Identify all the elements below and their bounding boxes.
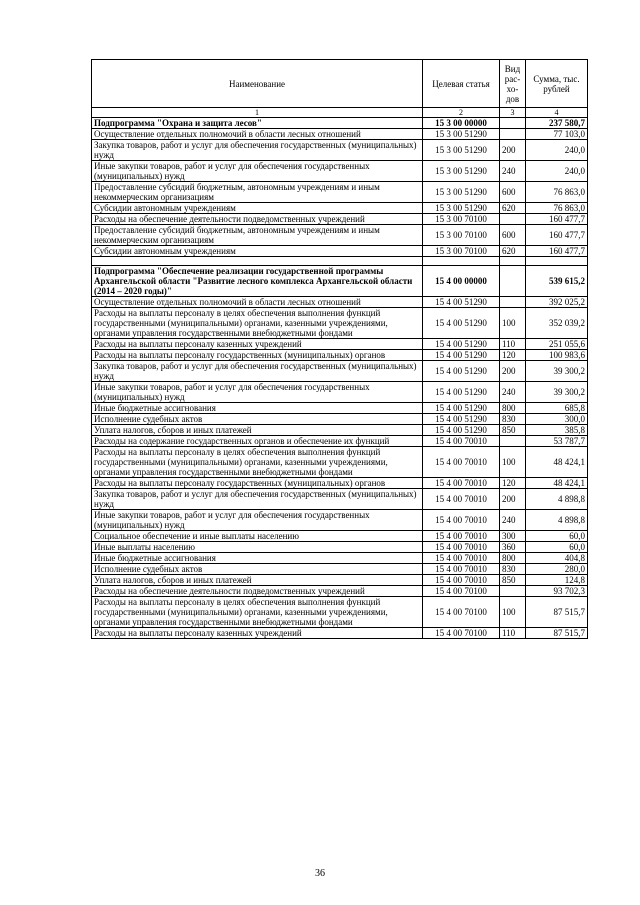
table-row — [92, 350, 588, 361]
cell-target-code: 15 4 00 70010 — [423, 478, 500, 489]
table-row — [92, 214, 588, 225]
cell-expense-type: 800 — [500, 553, 526, 564]
table-row — [92, 414, 588, 425]
table-row — [92, 182, 588, 203]
cell-amount: 160 477,7 — [526, 225, 588, 246]
page-number: 36 — [315, 868, 325, 879]
cell-expense-type: 850 — [500, 575, 526, 586]
cell-expense-type: 800 — [500, 403, 526, 414]
cell-name: Расходы на выплаты персоналу казенных учреждений — [92, 339, 423, 350]
cell-name: Расходы на выплаты персоналу в целях обеспечения выполнения функций государственными (муниципальными) органами, казенными учреждениями, органами управления государственными внебюджетными фондами — [92, 308, 423, 339]
cell-expense-type: 620 — [500, 203, 526, 214]
cell-expense-type: 120 — [500, 478, 526, 489]
column-number: 2 — [423, 108, 500, 118]
cell-expense-type: 110 — [500, 339, 526, 350]
cell-amount: 251 055,6 — [526, 339, 588, 350]
table-row — [92, 140, 588, 161]
cell-expense-type — [500, 436, 526, 447]
cell-target-code: 15 3 00 70100 — [423, 225, 500, 246]
cell-name: Иные закупки товаров, работ и услуг для обеспечения государственных (муниципальных) нужд — [92, 161, 423, 182]
cell-amount: 352 039,2 — [526, 308, 588, 339]
cell-target-code: 15 4 00 51290 — [423, 339, 500, 350]
cell-amount: 4 898,8 — [526, 489, 588, 510]
cell-name: Исполнение судебных актов — [92, 414, 423, 425]
cell-amount: 685,8 — [526, 403, 588, 414]
cell-amount: 237 580,7 — [526, 118, 588, 129]
cell-name: Иные бюджетные ассигнования — [92, 403, 423, 414]
cell-expense-type: 850 — [500, 425, 526, 436]
cell-expense-type: 100 — [500, 308, 526, 339]
cell-target-code: 15 4 00 51290 — [423, 350, 500, 361]
column-number-row — [92, 108, 588, 118]
cell-name: Закупка товаров, работ и услуг для обеспечения государственных (муниципальных) нужд — [92, 140, 423, 161]
table-row — [92, 118, 588, 129]
table-row — [92, 489, 588, 510]
cell-target-code: 15 4 00 70010 — [423, 553, 500, 564]
cell-expense-type: 200 — [500, 361, 526, 382]
cell-expense-type: 240 — [500, 161, 526, 182]
table-row — [92, 246, 588, 257]
cell-target-code: 15 4 00 51290 — [423, 425, 500, 436]
table-row — [92, 403, 588, 414]
cell-amount: 392 025,2 — [526, 297, 588, 308]
column-number: 3 — [500, 108, 526, 118]
cell-target-code: 15 4 00 70010 — [423, 542, 500, 553]
table-row — [92, 628, 588, 639]
cell-expense-type — [500, 297, 526, 308]
cell-expense-type: 200 — [500, 489, 526, 510]
table-row — [92, 203, 588, 214]
cell-amount: 76 863,0 — [526, 203, 588, 214]
cell-name: Предоставление субсидий бюджетным, автономным учреждениям и иным некоммерческим организациям — [92, 182, 423, 203]
cell-amount: 124,8 — [526, 575, 588, 586]
table-row — [92, 447, 588, 478]
cell-name: Субсидии автономным учреждениям — [92, 203, 423, 214]
cell-name: Осуществление отдельных полномочий в области лесных отношений — [92, 297, 423, 308]
cell-target-code: 15 4 00 70010 — [423, 489, 500, 510]
cell-amount: 4 898,8 — [526, 510, 588, 531]
table-row — [92, 510, 588, 531]
cell-target-code: 15 4 00 51290 — [423, 361, 500, 382]
spacer-row — [92, 257, 588, 266]
cell-name: Иные выплаты населению — [92, 542, 423, 553]
cell-amount: 48 424,1 — [526, 447, 588, 478]
cell-name: Расходы на обеспечение деятельности подведомственных учреждений — [92, 586, 423, 597]
cell-target-code: 15 3 00 51290 — [423, 140, 500, 161]
cell-expense-type: 600 — [500, 182, 526, 203]
cell-target-code: 15 4 00 51290 — [423, 308, 500, 339]
cell-amount: 48 424,1 — [526, 478, 588, 489]
cell-expense-type — [500, 266, 526, 297]
cell-name: Подпрограмма "Охрана и защита лесов" — [92, 118, 423, 129]
cell-expense-type: 620 — [500, 246, 526, 257]
cell-name: Расходы на выплаты персоналу казенных учреждений — [92, 628, 423, 639]
table-row — [92, 161, 588, 182]
header-name: Наименование — [92, 60, 423, 108]
cell-name: Закупка товаров, работ и услуг для обеспечения государственных (муниципальных) нужд — [92, 489, 423, 510]
table-row — [92, 436, 588, 447]
cell-name: Расходы на содержание государственных органов и обеспечение их функций — [92, 436, 423, 447]
table-row — [92, 564, 588, 575]
table-row — [92, 225, 588, 246]
cell-name: Уплата налогов, сборов и иных платежей — [92, 425, 423, 436]
cell-target-code: 15 4 00 70010 — [423, 447, 500, 478]
cell-expense-type: 100 — [500, 447, 526, 478]
cell-amount: 60,0 — [526, 531, 588, 542]
table-row — [92, 339, 588, 350]
cell-name: Расходы на выплаты персоналу в целях обеспечения выполнения функций государственными (муниципальными) органами, казенными учреждениями, органами управления государственными внебюджетными фондами — [92, 597, 423, 628]
cell-target-code: 15 4 00 70010 — [423, 564, 500, 575]
table-row — [92, 542, 588, 553]
cell-amount: 240,0 — [526, 140, 588, 161]
cell-target-code: 15 3 00 00000 — [423, 118, 500, 129]
cell-target-code: 15 4 00 51290 — [423, 414, 500, 425]
header-sum: Сумма, тыс. рублей — [526, 60, 588, 108]
table-body — [92, 118, 588, 639]
cell-amount: 53 787,7 — [526, 436, 588, 447]
table-row — [92, 129, 588, 140]
empty-cell — [526, 257, 588, 266]
cell-name: Расходы на выплаты персоналу государственных (муниципальных) органов — [92, 350, 423, 361]
cell-expense-type: 100 — [500, 597, 526, 628]
table-row — [92, 478, 588, 489]
cell-amount: 100 983,6 — [526, 350, 588, 361]
column-number: 1 — [92, 108, 423, 118]
cell-amount: 240,0 — [526, 161, 588, 182]
cell-name: Подпрограмма "Обеспечение реализации государственной программы Архангельской области "Развитие лесного комплекса Архангельской области (2014 – 2020 годы)" — [92, 266, 423, 297]
cell-expense-type — [500, 118, 526, 129]
cell-target-code: 15 4 00 70100 — [423, 586, 500, 597]
empty-cell — [92, 257, 423, 266]
cell-name: Расходы на обеспечение деятельности подведомственных учреждений — [92, 214, 423, 225]
header-code: Целевая статья — [423, 60, 500, 108]
column-number: 4 — [526, 108, 588, 118]
table-row — [92, 266, 588, 297]
table-row — [92, 361, 588, 382]
cell-expense-type — [500, 129, 526, 140]
cell-expense-type — [500, 214, 526, 225]
cell-target-code: 15 3 00 51290 — [423, 161, 500, 182]
cell-name: Расходы на выплаты персоналу в целях обеспечения выполнения функций государственными (муниципальными) органами, казенными учреждениями, органами управления государственными внебюджетными фондами — [92, 447, 423, 478]
table-row — [92, 597, 588, 628]
cell-name: Иные бюджетные ассигнования — [92, 553, 423, 564]
cell-amount: 93 702,3 — [526, 586, 588, 597]
cell-name: Уплата налогов, сборов и иных платежей — [92, 575, 423, 586]
cell-amount: 87 515,7 — [526, 597, 588, 628]
cell-target-code: 15 4 00 00000 — [423, 266, 500, 297]
cell-target-code: 15 4 00 51290 — [423, 403, 500, 414]
table-row — [92, 586, 588, 597]
cell-name: Иные закупки товаров, работ и услуг для обеспечения государственных (муниципальных) нужд — [92, 382, 423, 403]
cell-target-code: 15 4 00 70010 — [423, 575, 500, 586]
cell-target-code: 15 3 00 51290 — [423, 182, 500, 203]
cell-target-code: 15 3 00 51290 — [423, 129, 500, 140]
cell-amount: 404,8 — [526, 553, 588, 564]
empty-cell — [423, 257, 500, 266]
table-row — [92, 531, 588, 542]
cell-target-code: 15 4 00 51290 — [423, 297, 500, 308]
cell-name: Иные закупки товаров, работ и услуг для обеспечения государственных (муниципальных) нужд — [92, 510, 423, 531]
cell-expense-type: 360 — [500, 542, 526, 553]
cell-amount: 160 477,7 — [526, 214, 588, 225]
cell-expense-type: 240 — [500, 382, 526, 403]
cell-name: Закупка товаров, работ и услуг для обеспечения государственных (муниципальных) нужд — [92, 361, 423, 382]
table-row — [92, 425, 588, 436]
cell-amount: 60,0 — [526, 542, 588, 553]
cell-name: Осуществление отдельных полномочий в области лесных отношений — [92, 129, 423, 140]
table-row — [92, 553, 588, 564]
cell-amount: 76 863,0 — [526, 182, 588, 203]
cell-expense-type: 600 — [500, 225, 526, 246]
cell-target-code: 15 4 00 70010 — [423, 510, 500, 531]
empty-cell — [500, 257, 526, 266]
table-row — [92, 575, 588, 586]
budget-table — [91, 59, 588, 639]
cell-expense-type: 200 — [500, 140, 526, 161]
cell-name: Субсидии автономным учреждениям — [92, 246, 423, 257]
cell-expense-type: 300 — [500, 531, 526, 542]
cell-target-code: 15 4 00 51290 — [423, 382, 500, 403]
cell-name: Расходы на выплаты персоналу государственных (муниципальных) органов — [92, 478, 423, 489]
cell-target-code: 15 4 00 70100 — [423, 597, 500, 628]
table-header-row — [92, 60, 588, 108]
cell-amount: 300,0 — [526, 414, 588, 425]
cell-expense-type: 830 — [500, 564, 526, 575]
cell-amount: 160 477,7 — [526, 246, 588, 257]
cell-amount: 39 300,2 — [526, 361, 588, 382]
cell-amount: 77 103,0 — [526, 129, 588, 140]
cell-target-code: 15 3 00 70100 — [423, 214, 500, 225]
cell-expense-type: 240 — [500, 510, 526, 531]
cell-expense-type: 830 — [500, 414, 526, 425]
cell-expense-type: 120 — [500, 350, 526, 361]
cell-expense-type — [500, 586, 526, 597]
cell-amount: 539 615,2 — [526, 266, 588, 297]
cell-amount: 385,8 — [526, 425, 588, 436]
cell-name: Предоставление субсидий бюджетным, автономным учреждениям и иным некоммерческим организациям — [92, 225, 423, 246]
cell-target-code: 15 3 00 51290 — [423, 203, 500, 214]
cell-target-code: 15 4 00 70010 — [423, 531, 500, 542]
cell-target-code: 15 3 00 70100 — [423, 246, 500, 257]
cell-amount: 280,0 — [526, 564, 588, 575]
cell-target-code: 15 4 00 70100 — [423, 628, 500, 639]
table-row — [92, 308, 588, 339]
cell-target-code: 15 4 00 70010 — [423, 436, 500, 447]
cell-name: Социальное обеспечение и иные выплаты населению — [92, 531, 423, 542]
cell-name: Исполнение судебных актов — [92, 564, 423, 575]
table-row — [92, 297, 588, 308]
table-row — [92, 382, 588, 403]
cell-expense-type: 110 — [500, 628, 526, 639]
header-vr: Вид рас-хо-дов — [500, 60, 526, 108]
cell-amount: 39 300,2 — [526, 382, 588, 403]
cell-amount: 87 515,7 — [526, 628, 588, 639]
